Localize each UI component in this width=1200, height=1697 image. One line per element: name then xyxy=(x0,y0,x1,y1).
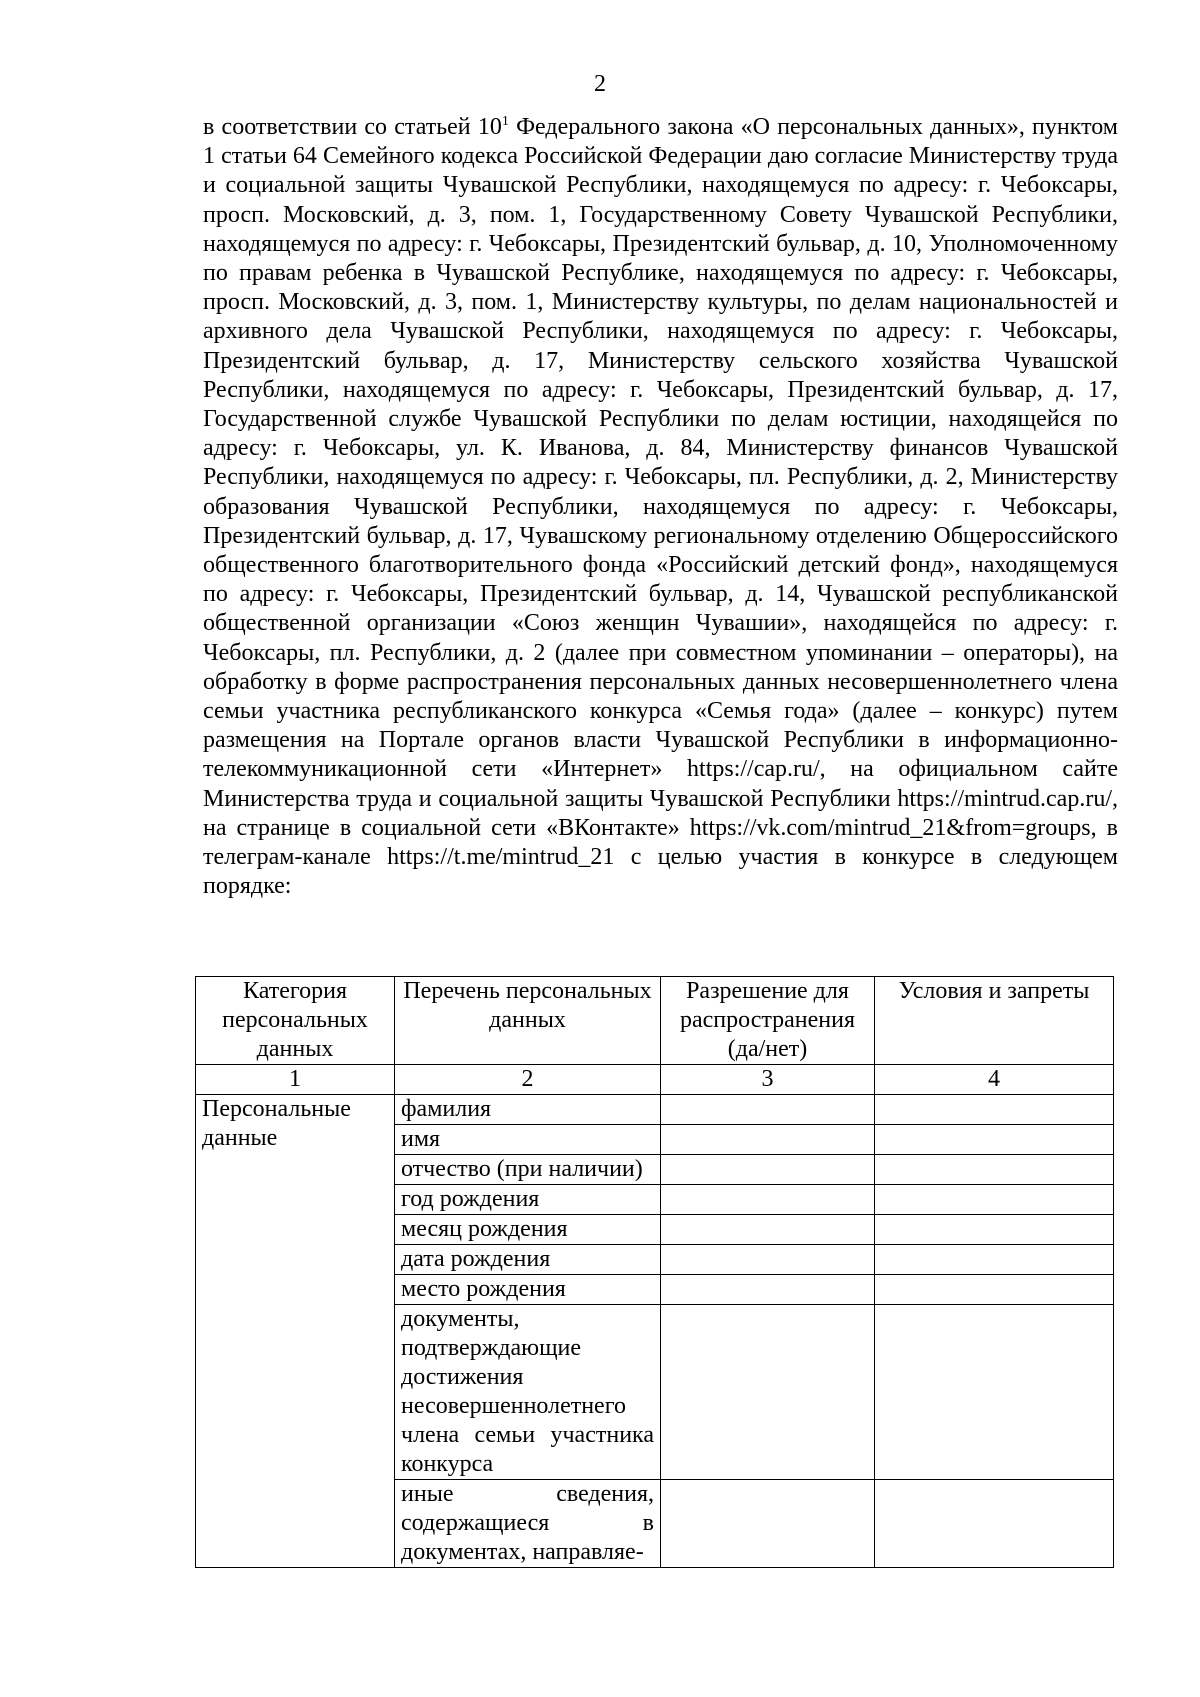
item-surname: фамилия xyxy=(395,1095,661,1125)
page-number: 2 xyxy=(594,71,606,97)
header-permission: Разрешение для распространения (да/нет) xyxy=(661,977,875,1065)
footnote-superscript: 1 xyxy=(501,114,509,129)
header-category: Категория персональных данных xyxy=(196,977,395,1065)
item-other-information: иные сведения, содержащиеся в документах, направляе- xyxy=(395,1480,661,1568)
conditions-cell xyxy=(875,1245,1114,1275)
item-name: имя xyxy=(395,1125,661,1155)
conditions-cell xyxy=(875,1275,1114,1305)
category-cell: Персональные данные xyxy=(196,1095,395,1568)
item-birth-year: год рождения xyxy=(395,1185,661,1215)
conditions-cell xyxy=(875,1480,1114,1568)
column-number: 4 xyxy=(875,1065,1114,1095)
item-achievement-documents: документы, подтверждающие достижения несовершеннолетнего члена семьи участника конкурса xyxy=(395,1305,661,1480)
permission-cell xyxy=(661,1215,875,1245)
permission-cell xyxy=(661,1125,875,1155)
personal-data-table xyxy=(195,976,1114,1568)
column-number: 3 xyxy=(661,1065,875,1095)
item-birth-month: месяц рождения xyxy=(395,1215,661,1245)
item-patronymic: отчество (при наличии) xyxy=(395,1155,661,1185)
permission-cell xyxy=(661,1305,875,1480)
column-number-row xyxy=(196,1065,1114,1095)
permission-cell xyxy=(661,1480,875,1568)
table-header-row xyxy=(196,977,1114,1065)
conditions-cell xyxy=(875,1095,1114,1125)
paragraph-rest: Федерального закона «О персональных данных», пунктом 1 статьи 64 Семейного кодекса Российской Федерации даю согласие Министерству труда и социальной защиты Чувашской Республики, находящемуся по адресу: г. Чебоксары, просп. Московский, д. 3, пом. 1, Государственному Совету Чувашской Республики, находящемуся по адресу: г. Чебоксары, Президентский бульвар, д. 10, Уполномоченному по правам ребенка в Чувашской Республике, находящемуся по адресу: г. Чебоксары, просп. Московский, д. 3, пом. 1, Министерству культуры, по делам национальностей и архивного дела Чувашской Республики, находящемуся по адресу: г. Чебоксары, Президентский бульвар, д. 17, Министерству сельского хозяйства Чувашской Республики, находящемуся по адресу: г. Чебоксары, Президентский бульвар, д. 17, Государственной службе Чувашской Республики по делам юстиции, находящейся по адресу: г. Чебоксары, ул. К. Иванова, д. 84, Министерству финансов Чувашской Республики, находящемуся по адресу: г. Чебоксары, пл. Республики, д. 2, Министерству образования Чувашской Республики, находящемуся по адресу: г. Чебоксары, Президентский бульвар, д. 17, Чувашскому региональному отделению Общероссийского общественного благотворительного фонда «Российский детский фонд», находящемуся по адресу: г. Чебоксары, Президентский бульвар, д. 14, Чувашской республиканской общественной организации «Союз женщин Чувашии», находящейся по адресу: г. Чебоксары, пл. Республики, д. 2 (далее при совместном упоминании – операторы), на обработку в форме распространения персональных данных несовершеннолетнего члена семьи участника республиканского конкурса «Семья года» (далее – конкурс) путем размещения на Портале органов власти Чувашской Республики в информационно-телекоммуникационной сети «Интернет» https://cap.ru/, на официальном сайте Министерства труда и социальной защиты Чувашской Республики https://mintrud.cap.ru/, на странице в социальной сети «ВКонтакте» https://vk.com/mintrud_21&from=groups, в телеграм-канале https://t.me/mintrud_21 с целью участия в конкурсе в следующем порядке: xyxy=(203,114,1118,900)
header-conditions: Условия и запреты xyxy=(875,977,1114,1065)
conditions-cell xyxy=(875,1155,1114,1185)
conditions-cell xyxy=(875,1125,1114,1155)
consent-paragraph xyxy=(203,113,1118,901)
permission-cell xyxy=(661,1275,875,1305)
permission-cell xyxy=(661,1185,875,1215)
header-data-list: Перечень персональных данных xyxy=(395,977,661,1065)
paragraph-start: в соответствии со статьей 10 xyxy=(203,114,502,140)
conditions-cell xyxy=(875,1185,1114,1215)
column-number: 1 xyxy=(196,1065,395,1095)
item-birth-place: место рождения xyxy=(395,1275,661,1305)
conditions-cell xyxy=(875,1305,1114,1480)
permission-cell xyxy=(661,1155,875,1185)
table-row xyxy=(196,1095,1114,1125)
item-birth-date: дата рождения xyxy=(395,1245,661,1275)
permission-cell xyxy=(661,1095,875,1125)
column-number: 2 xyxy=(395,1065,661,1095)
conditions-cell xyxy=(875,1215,1114,1245)
permission-cell xyxy=(661,1245,875,1275)
